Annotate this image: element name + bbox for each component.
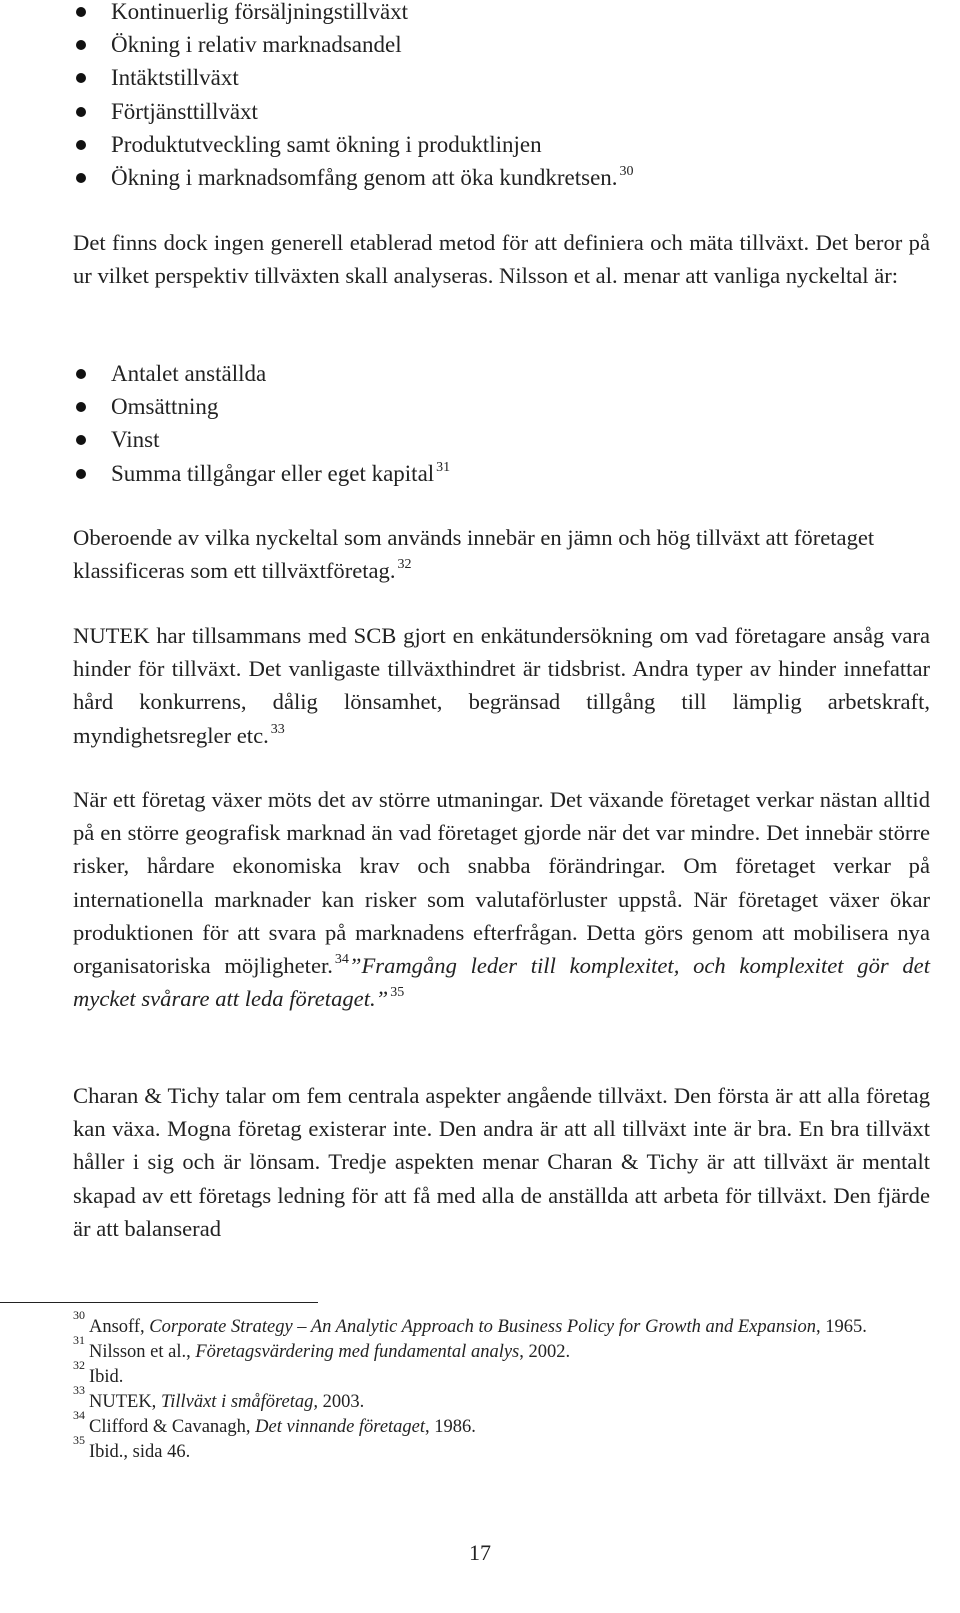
list-item: Ökning i marknadsomfång genom att öka kundkretsen. $^{30}$ <box>73 161 930 194</box>
list-item: Intäktstillväxt <box>73 61 930 94</box>
quote: ”Framgång leder till komplexitet, och komplexitet gör det mycket svårare att leda företaget.” <box>73 953 930 1012</box>
bullet-icon <box>76 469 86 479</box>
footnote: $^{31}$Nilsson et al., Företagsvärdering med fundamental analys, 2002. <box>73 1332 571 1362</box>
growth-indicators-list <box>73 0 930 194</box>
footnote-ref: 34 <box>334 952 349 968</box>
list-item: Produktutveckling samt ökning i produktlinjen <box>73 128 930 161</box>
paragraph: Charan & Tichy talar om fem centrala aspekter angående tillväxt. Den första är att alla företag kan växa. Mogna företag existerar inte. Den andra är att all tillväxt inte är bra. En bra tillväxt håller i sig och är lönsam. Tredje aspekten menar Charan & Tichy är att tillväxt är mentalt skapad av ett företags ledning för att få med alla de anställda att arbeta för tillväxt. Den fjärde är att balanserad <box>73 1083 930 1241</box>
bullet-icon <box>76 140 86 150</box>
footnote: $^{30}$Ansoff, Corporate Strategy – An Analytic Approach to Business Policy for Growth and Expansion, 1965. <box>73 1307 867 1337</box>
footnote: $^{32}$Ibid. <box>73 1357 124 1387</box>
footnote: $^{34}$Clifford & Cavanagh, Det vinnande företaget, 1986. <box>73 1407 476 1437</box>
bullet-icon <box>76 435 86 445</box>
footnote-ref: 30 <box>619 163 634 179</box>
list-item: Summa tillgångar eller eget kapital $^{31}$ <box>73 457 930 490</box>
footnote: $^{33}$NUTEK, Tillväxt i småföretag, 2003. <box>73 1382 365 1412</box>
list-item: Förtjänsttillväxt <box>73 95 930 128</box>
list-item: Omsättning <box>73 390 930 423</box>
footnotes <box>73 1307 930 1465</box>
paragraph: När ett företag växer möts det av större utmaningar. Det växande företaget verkar nästan alltid på en större geografisk marknad än vad företaget gjorde när det var mindre. Det innebär större risker, hårdare ekonomiska krav och snabba förändringar. Om företaget verkar på internationella marknader kan risker som valutaförluster uppstå. När företaget växer ökar produktionen för att svara på marknadens efterfrågan. Detta görs genom att mobilisera nya organisatoriska möjligheter. $^{34}$”Framgång leder till komplexitet, och komplexitet gör det mycket svårare att leda företaget.” $^{35}$ <box>73 787 930 1012</box>
footnote-ref: 32 <box>397 557 412 573</box>
key-ratios-list <box>73 357 930 490</box>
bullet-icon <box>76 107 86 117</box>
bullet-icon <box>76 369 86 379</box>
bullet-icon <box>76 402 86 412</box>
page-number: 17 <box>469 1540 491 1565</box>
list-item: Antalet anställda <box>73 357 930 390</box>
paragraph: Det finns dock ingen generell etablerad metod för att definiera och mäta tillväxt. Det beror på ur vilket perspektiv tillväxten skall analyseras. Nilsson et al. menar att vanliga nyckeltal är: <box>73 230 930 289</box>
footnote-ref: 33 <box>270 721 285 737</box>
footnote-ref: 31 <box>436 459 451 475</box>
bullet-icon <box>76 40 86 50</box>
paragraph: Oberoende av vilka nyckeltal som används innebär en jämn och hög tillväxt att företaget klassificeras som ett tillväxtföretag. $^{32}$ <box>73 525 875 584</box>
bullet-icon <box>76 7 86 17</box>
list-item: Ökning i relativ marknadsandel <box>73 28 930 61</box>
footnote-divider <box>0 1302 318 1303</box>
list-item: Vinst <box>73 423 930 456</box>
footnote-ref: 35 <box>390 985 405 1001</box>
bullet-icon <box>76 173 86 183</box>
list-item: Kontinuerlig försäljningstillväxt <box>73 0 930 28</box>
paragraph: NUTEK har tillsammans med SCB gjort en enkätundersökning om vad företagare ansåg vara hinder för tillväxt. Det vanligaste tillväxthindret är tidsbrist. Andra typer av hinder innefattar hård konkurrens, dålig lönsamhet, begränsad tillgång till lämplig arbetskraft, myndighetsregler etc. $^{33}$ <box>73 623 930 748</box>
bullet-icon <box>76 73 86 83</box>
footnote: $^{35}$Ibid., sida 46. <box>73 1432 191 1462</box>
